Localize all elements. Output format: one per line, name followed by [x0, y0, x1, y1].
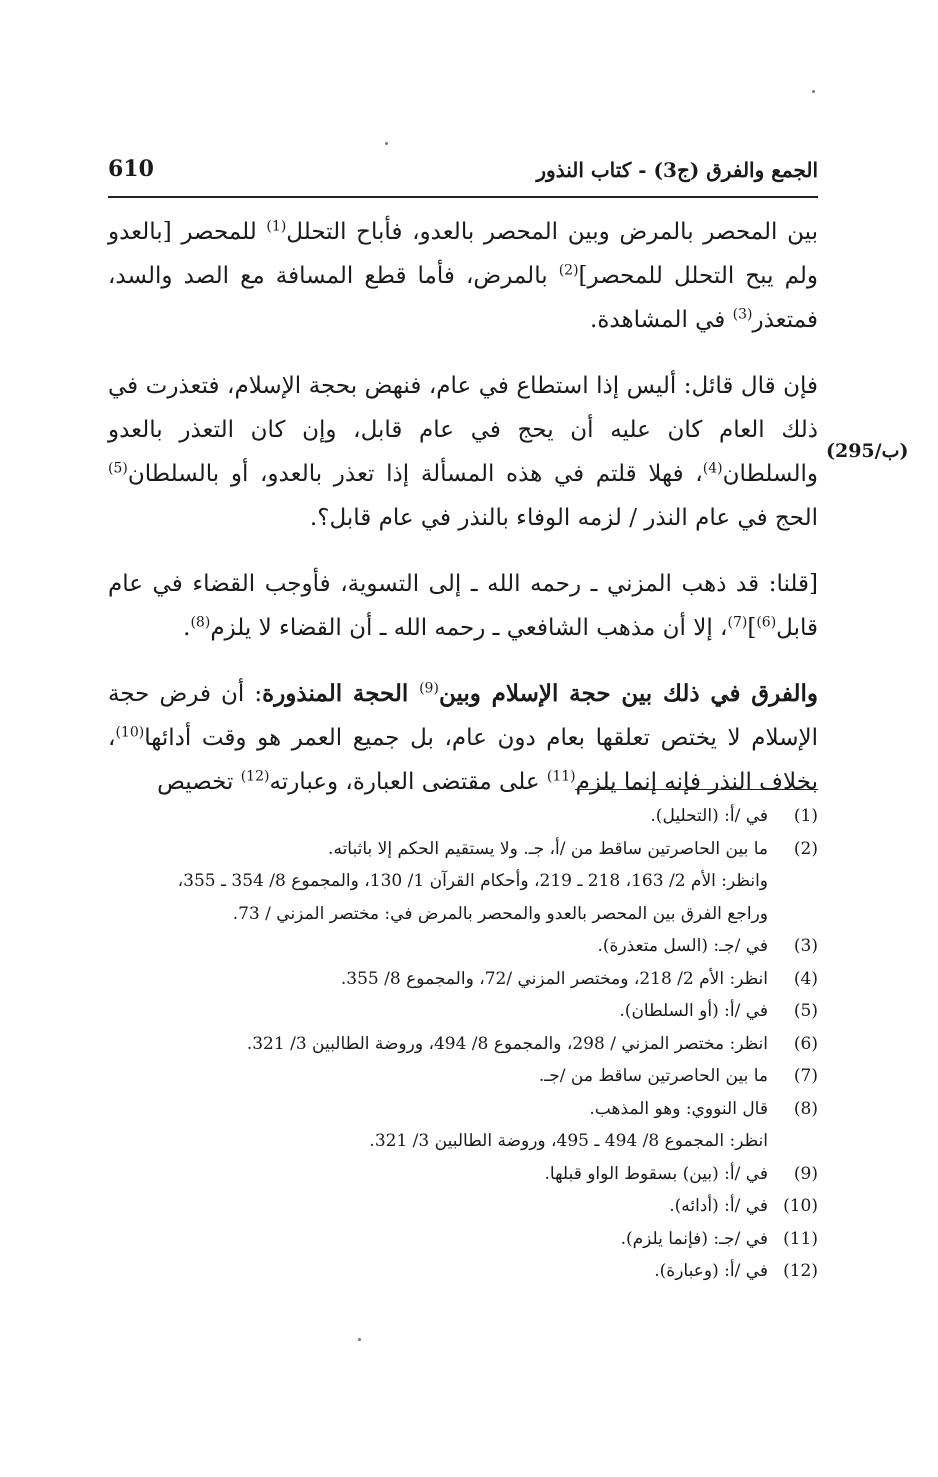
footnote-number: (1): [793, 806, 818, 826]
page-header: [108, 150, 818, 198]
footnote-number: (6): [793, 1033, 818, 1054]
footnote-continuation: وانظر: الأم 2/ 163، 218 ـ 219، وأحكام القرآن 1/ 130، والمجموع 8/ 354 ـ 355،: [177, 871, 768, 891]
footnote-reference: (2): [558, 262, 579, 279]
footnote-item: [108, 995, 818, 1028]
footnote-reference: (12): [240, 768, 270, 785]
footnote-text: في /أ: (أدائه).: [669, 1196, 768, 1216]
text-run: تخصيص: [157, 769, 241, 795]
text-run: : أن فرض حجة الإسلام لا يختص تعلقها بعام دون عام، بل جميع العمر هو وقت أدائها: [108, 681, 818, 751]
text-run: [قلنا: قد ذهب المزني ـ رحمه الله ـ إلى التسوية، فأوجب القضاء في عام قابل: [108, 571, 818, 641]
footnote-text: انظر: مختصر المزني / 298، والمجموع 8/ 494، وروضة الطالبين 3/ 321.: [246, 1033, 768, 1054]
footnote-reference: (9): [419, 680, 439, 697]
text-run: فإن قال قائل: أليس إذا استطاع في عام، فنهض بحجة الإسلام، فتعذرت في ذلك العام كان عليه أن يحج في عام قابل، وإن كان التعذر بالعدو والسلطان: [108, 373, 818, 487]
scan-speck: [385, 142, 388, 145]
paragraph-4: [108, 672, 818, 804]
text-run: في المشاهدة.: [590, 307, 733, 333]
bold-text: والفرق في ذلك بين حجة الإسلام وبين: [438, 680, 818, 707]
footnote-text: في /أ: (بين) بسقوط الواو قبلها.: [544, 1163, 768, 1184]
footnote-reference: (7): [727, 614, 748, 631]
footnote-continuation: وراجع الفرق بين المحصر بالعدو والمحصر بالمرض في: مختصر المزني / 73.: [232, 903, 768, 924]
footnote-item: [108, 833, 818, 866]
footnote-item: [108, 1060, 818, 1093]
text-run: بين المحصر بالمرض وبين المحصر بالعدو، فأباح التحلل: [286, 219, 818, 245]
footnote-item: [108, 800, 818, 833]
footnote-item: [108, 930, 818, 963]
footnote-text: قال النووي: وهو المذهب.: [589, 1098, 768, 1119]
footnote-item: [108, 963, 818, 996]
footnote-reference: (11): [546, 768, 576, 785]
paragraph-2: [108, 364, 818, 540]
margin-marker: (295/ب): [826, 440, 909, 462]
footnotes: [108, 800, 818, 1288]
text-run: للمحصر [بالعدو ولم يبح التحلل للمحصر]: [108, 219, 818, 289]
footnote-text: في /جـ: (فإنما يلزم).: [620, 1228, 768, 1249]
footnote-number: (12): [783, 1261, 818, 1281]
footnote-reference: (1): [266, 218, 287, 235]
text-run: بالمرض، فأما قطع المسافة مع الصد والسد، فمتعذر: [108, 263, 818, 333]
footnote-text: في /أ: (التحليل).: [650, 806, 768, 826]
text-run: على مقتضى العبارة، وعبارته: [269, 769, 547, 795]
text-run: .: [183, 615, 191, 641]
footnote-number: (5): [793, 1001, 818, 1021]
bold-text: الحجة المنذورة: [262, 680, 420, 707]
text-run: ]: [747, 615, 757, 641]
scan-speck: [812, 90, 815, 93]
footnote-item: [108, 1158, 818, 1191]
footnote-number: (10): [783, 1196, 818, 1216]
main-text: [108, 210, 818, 804]
footnote-text: ما بين الحاصرتين ساقط من /جـ.: [538, 1066, 768, 1086]
paragraph-3: [108, 562, 818, 650]
footnote-text: في /أ: (وعبارة).: [654, 1261, 768, 1281]
footnote-number: (8): [793, 1098, 818, 1119]
text-run: ، بخلاف النذر فإنه إنما يلزم: [108, 725, 818, 795]
running-title: الجمع والفرق (ج3) - كتاب النذور: [536, 158, 818, 182]
footnote-separator: [575, 789, 818, 790]
footnote-number: (11): [783, 1228, 818, 1249]
footnote-number: (2): [793, 838, 818, 859]
footnote-item: [108, 1190, 818, 1223]
footnote-reference: (8): [190, 614, 211, 631]
footnote-item: [108, 1255, 818, 1288]
footnote-reference: (3): [732, 306, 753, 323]
footnote-number: (4): [793, 968, 818, 989]
footnote-text: في /أ: (أو السلطان).: [619, 1001, 768, 1021]
footnote-number: (7): [793, 1066, 818, 1086]
footnote-text: في /جـ: (السل متعذرة).: [597, 936, 768, 956]
footnote-reference: (5): [108, 460, 128, 477]
footnote-item: [108, 1223, 818, 1256]
page-number: 610: [108, 156, 154, 182]
footnote-text: انظر: الأم 2/ 218، ومختصر المزني /72، والمجموع 8/ 355.: [340, 968, 768, 989]
footnote-reference: (4): [702, 460, 723, 477]
footnote-item: [108, 1028, 818, 1061]
footnote-number: (9): [793, 1163, 818, 1184]
footnote-item: [108, 1093, 818, 1126]
footnote-continuation: انظر: المجموع 8/ 494 ـ 495، وروضة الطالبين 3/ 321.: [369, 1131, 768, 1151]
text-run: ، إلا أن مذهب الشافعي ـ رحمه الله ـ أن القضاء لا يلزم: [210, 615, 728, 641]
text-run: ، فهلا قلتم في هذه المسألة إذا تعذر بالعدو، أو بالسلطان: [127, 461, 703, 487]
scan-speck: [358, 1338, 361, 1341]
footnote-number: (3): [793, 936, 818, 956]
footnote-reference: (10): [115, 724, 145, 741]
paragraph-1: [108, 210, 818, 342]
footnote-text: ما بين الحاصرتين ساقط من /أ، جـ. ولا يستقيم الحكم إلا باثباته.: [328, 838, 768, 859]
footnote-reference: (6): [756, 614, 777, 631]
text-run: الحج في عام النذر / لزمه الوفاء بالنذر في عام قابل؟.: [309, 505, 818, 531]
